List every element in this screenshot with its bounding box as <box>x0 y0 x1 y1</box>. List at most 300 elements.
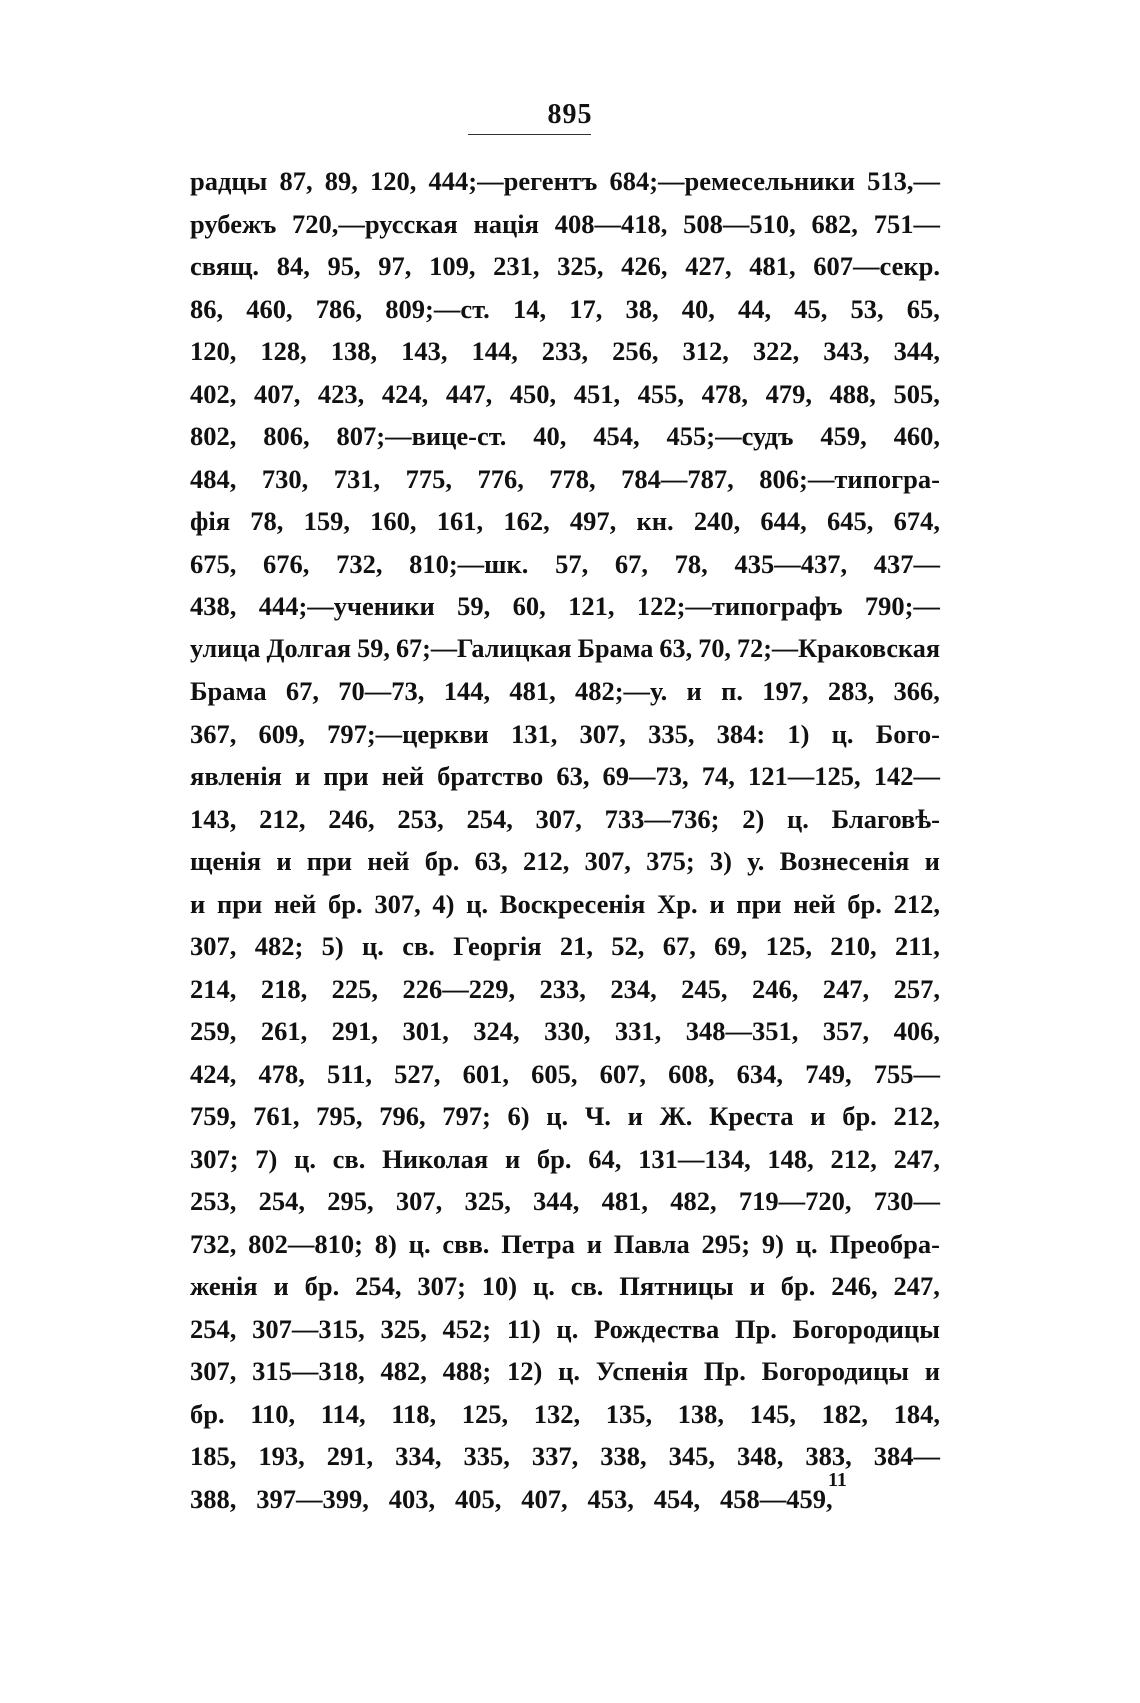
word: 334, <box>395 1441 442 1471</box>
word: 481, <box>601 1186 649 1216</box>
word: Благовѣ- <box>831 803 940 834</box>
word: 795, <box>316 1101 363 1131</box>
word: 128, <box>260 336 307 366</box>
word: 87, <box>279 166 313 196</box>
word: 245, <box>681 973 728 1004</box>
word: бр. <box>424 846 460 876</box>
word: явленія <box>190 761 282 791</box>
text-line <box>190 203 940 246</box>
word: 17, <box>569 293 603 324</box>
word: 52, <box>611 931 645 961</box>
word: 63, <box>659 633 693 663</box>
text-line <box>190 925 940 968</box>
word: 776, <box>477 463 524 494</box>
word: Хр. <box>657 888 698 919</box>
word: 63, <box>474 846 508 876</box>
word: 197, <box>762 676 809 706</box>
word: 403, <box>388 1483 455 1514</box>
word: 684;—ремесельники <box>609 166 855 196</box>
word: 344, <box>533 1186 580 1216</box>
word: 397—399, <box>256 1483 389 1514</box>
word: 246, <box>751 973 799 1004</box>
word: 69, <box>714 931 748 961</box>
word: 460, <box>893 421 940 451</box>
word: 11) <box>506 1313 541 1344</box>
word: 806;—типогра- <box>759 463 940 494</box>
word: 375; <box>646 846 695 876</box>
word: и <box>586 1228 602 1259</box>
word: 161, <box>436 506 484 536</box>
word: ц. <box>831 718 854 749</box>
word: Ч. <box>584 1101 611 1131</box>
word: 78, <box>674 548 708 579</box>
word: 751— <box>873 208 940 239</box>
text-line <box>190 373 940 416</box>
word: 110, <box>250 1398 296 1429</box>
word: 226—229, <box>402 973 516 1004</box>
word: свв. <box>442 1228 490 1259</box>
word: 424, <box>190 1058 237 1089</box>
word: 478, <box>258 1058 305 1089</box>
word: ней <box>381 761 425 791</box>
word: 65, <box>906 293 940 324</box>
word: 301, <box>402 1016 449 1046</box>
word: 325, <box>464 1186 511 1216</box>
word: 460, <box>246 293 293 324</box>
word: 132, <box>533 1398 581 1429</box>
word: 259, <box>190 1016 237 1046</box>
word: 247, <box>822 973 870 1004</box>
word: 807;—вице-ст. <box>336 421 507 451</box>
word: 233, <box>541 336 589 366</box>
word: 367, <box>190 718 237 749</box>
word: 246, <box>831 1271 878 1301</box>
text-line <box>190 755 940 798</box>
word: 211, <box>894 931 940 961</box>
word: Пр. <box>734 1313 777 1344</box>
text-line <box>190 628 940 671</box>
word: 307, <box>535 803 582 834</box>
word: 53, <box>850 293 884 324</box>
word: 749, <box>805 1058 852 1089</box>
word: 40, <box>533 421 567 451</box>
word: Богородицы <box>761 1356 909 1386</box>
word: 254, <box>258 1186 305 1216</box>
word: 7) <box>255 1143 278 1174</box>
text-line <box>190 160 940 203</box>
word: 447, <box>445 378 493 409</box>
word: 185, <box>190 1441 237 1471</box>
text-line <box>190 713 940 756</box>
word: 67, <box>285 676 320 706</box>
word: ц. <box>408 1228 431 1259</box>
word: 634, <box>736 1058 784 1089</box>
word: 89, <box>324 166 358 196</box>
word: 231, <box>493 251 540 281</box>
word: 253, <box>397 803 444 834</box>
word: 331, <box>614 1016 662 1046</box>
word: 322, <box>752 336 800 366</box>
word: 160, <box>370 506 417 536</box>
word: 291, <box>331 1016 378 1046</box>
word: 806, <box>263 421 310 451</box>
word: 6) <box>507 1101 530 1131</box>
word: 755— <box>873 1058 940 1089</box>
word: при <box>306 846 353 876</box>
word: 482; <box>254 931 304 961</box>
text-line <box>190 330 940 373</box>
word: ц. <box>466 888 489 919</box>
word: 254, <box>190 1313 237 1344</box>
word: 72;—Краковская <box>737 633 940 663</box>
word: 802—810; <box>248 1228 363 1259</box>
word: 40, <box>681 293 715 324</box>
word: Николая <box>382 1143 489 1174</box>
word: 143, <box>190 803 237 834</box>
word: и <box>190 888 206 919</box>
word: 295; <box>701 1228 751 1259</box>
word: 84, <box>276 251 310 281</box>
word: 312, <box>682 336 729 366</box>
word: 435—437, <box>734 548 848 579</box>
text-line <box>190 1138 940 1181</box>
word: 344, <box>893 336 940 366</box>
word: 138, <box>677 1398 725 1429</box>
word: братство <box>437 761 544 791</box>
word: 761, <box>253 1101 300 1131</box>
text-line <box>190 1308 940 1351</box>
word: 143, <box>401 336 448 366</box>
word: 444;—регентъ <box>428 166 598 196</box>
word: Петра <box>501 1228 575 1259</box>
text-line <box>190 1053 940 1096</box>
word: 122;—типографъ <box>636 591 843 621</box>
word: 458—459, <box>720 1483 833 1514</box>
word: 246, <box>328 803 375 834</box>
word: 109, <box>429 251 476 281</box>
word: 645, <box>827 506 874 536</box>
word: 481, <box>509 676 556 706</box>
word: Брама <box>577 633 654 663</box>
text-line <box>190 1095 940 1138</box>
word: 330, <box>544 1016 591 1046</box>
word: 2) <box>742 803 765 834</box>
word: 778, <box>549 463 596 494</box>
word: 148, <box>767 1143 814 1174</box>
word: 21, <box>559 931 593 961</box>
word: Бого- <box>875 718 940 749</box>
word: Пятницы <box>619 1271 734 1301</box>
word: 210, <box>830 931 877 961</box>
word: 247, <box>893 1271 940 1301</box>
word: 70, <box>698 633 731 663</box>
word: 125, <box>765 931 812 961</box>
word: 786, <box>315 293 363 324</box>
word: 675, <box>190 548 237 579</box>
word: 452; <box>442 1313 492 1344</box>
header-rule <box>468 134 591 135</box>
word: 796, <box>379 1101 426 1131</box>
word: Георгія <box>453 931 542 961</box>
word: 70—73, <box>338 676 425 706</box>
word: 307, <box>190 931 237 961</box>
word: 775, <box>405 463 452 494</box>
word: 732, <box>336 548 383 579</box>
word: 74, <box>701 761 735 791</box>
word: 45, <box>794 293 828 324</box>
word: 453, <box>587 1483 654 1514</box>
word: 732, <box>190 1228 237 1259</box>
word: ц. <box>294 1143 316 1174</box>
word: 797;—церкви <box>327 718 489 749</box>
word: 97, <box>378 251 412 281</box>
word: 438, <box>190 591 237 621</box>
word: 120, <box>370 166 417 196</box>
text-line <box>190 798 940 841</box>
word: 114, <box>320 1398 366 1429</box>
word: 233, <box>539 973 586 1004</box>
word: 144, <box>443 676 491 706</box>
word: 254, <box>355 1271 402 1301</box>
word: 121—125, <box>747 761 861 791</box>
word: 408—418, <box>554 208 668 239</box>
text-line <box>190 1010 940 1053</box>
word: 291, <box>326 1441 374 1471</box>
word: и <box>504 1143 521 1174</box>
word: 478, <box>701 378 748 409</box>
word: 345, <box>668 1441 715 1471</box>
word: 790;— <box>864 591 940 621</box>
text-line <box>190 670 940 713</box>
word: 307—315, <box>252 1313 365 1344</box>
word: 254, <box>466 803 513 834</box>
word: бр. <box>780 1271 816 1301</box>
word: 1) <box>787 718 810 749</box>
word: 450, <box>509 378 557 409</box>
word: 454, <box>653 1483 720 1514</box>
word: ц. <box>556 1313 579 1344</box>
word: 142— <box>873 761 940 791</box>
word: 67, <box>662 931 696 961</box>
word: 407, <box>521 1483 588 1514</box>
word: 261, <box>260 1016 308 1046</box>
word: и <box>276 846 292 876</box>
word: 335, <box>463 1441 510 1471</box>
word: 513,— <box>867 166 940 196</box>
word: 348, <box>737 1441 784 1471</box>
word: 730, <box>261 463 309 494</box>
word: 44, <box>738 293 772 324</box>
index-text-block <box>190 160 940 1520</box>
page-header <box>0 98 1140 132</box>
word: 193, <box>258 1441 305 1471</box>
word: 247, <box>893 1143 940 1174</box>
word: 307, <box>584 846 631 876</box>
word: ней <box>273 888 317 919</box>
word: 4) <box>432 888 455 919</box>
page-number: 895 <box>547 99 593 130</box>
word: 120, <box>190 336 237 366</box>
word: бр. <box>847 888 882 919</box>
word: 802, <box>190 421 237 451</box>
word: 383, <box>805 1441 852 1471</box>
word: 8) <box>374 1228 397 1259</box>
word: 348—351, <box>685 1016 799 1046</box>
word: 609, <box>258 718 305 749</box>
text-line <box>190 1180 940 1223</box>
word: ц. <box>795 1228 818 1259</box>
word: ц. <box>532 1271 555 1301</box>
word: 60, <box>512 591 546 621</box>
word: Пр. <box>703 1356 746 1386</box>
word: 67, <box>614 548 648 579</box>
word: 131—134, <box>638 1143 751 1174</box>
word: 315—318, <box>252 1356 365 1386</box>
text-line <box>190 968 940 1011</box>
word: 214, <box>190 973 237 1004</box>
word: 601, <box>462 1058 509 1089</box>
word: 527, <box>394 1058 441 1089</box>
word: Рождества <box>594 1313 720 1344</box>
word: 135, <box>605 1398 653 1429</box>
word: Павла <box>613 1228 690 1259</box>
word: при <box>216 888 263 919</box>
word: ней <box>367 846 410 876</box>
word: 437— <box>873 548 940 579</box>
word: 479, <box>765 378 812 409</box>
word: 810;—шк. <box>409 548 529 579</box>
word: 644, <box>760 506 807 536</box>
word: ней <box>793 888 836 919</box>
word: ц. <box>361 931 384 961</box>
word: при <box>736 888 782 919</box>
word: 253, <box>190 1186 237 1216</box>
word: Ж. <box>659 1101 693 1131</box>
word: св. <box>570 1271 604 1301</box>
word: Успенія <box>595 1356 689 1386</box>
word: фія <box>190 506 231 536</box>
word: 212, <box>522 846 570 876</box>
word: 212, <box>259 803 306 834</box>
signature-mark: 11 <box>828 1469 847 1491</box>
word: 423, <box>317 378 365 409</box>
word: ц. <box>546 1101 569 1131</box>
word: 608, <box>668 1058 715 1089</box>
word: 138, <box>330 336 378 366</box>
word: 3) <box>709 846 732 876</box>
word: 283, <box>827 676 875 706</box>
word: при <box>323 761 369 791</box>
word: Воскресенія <box>499 888 646 919</box>
word: 307, <box>395 1186 443 1216</box>
word: 121, <box>568 591 615 621</box>
word: 38, <box>625 293 659 324</box>
word: 14, <box>512 293 547 324</box>
word: бр. <box>536 1143 572 1174</box>
word: 459, <box>820 421 867 451</box>
word: 125, <box>461 1398 509 1429</box>
text-line <box>190 585 940 628</box>
word: 182, <box>821 1398 868 1429</box>
word: 64, <box>588 1143 622 1174</box>
word: ц. <box>787 803 809 834</box>
word: кн. <box>636 506 674 536</box>
word: 481, <box>749 251 796 281</box>
word: 444;—ученики <box>258 591 435 621</box>
word: 809;—ст. <box>385 293 490 324</box>
word: радцы <box>190 166 268 196</box>
word: 184, <box>893 1398 940 1429</box>
word: 384: <box>716 718 766 749</box>
word: 424, <box>381 378 429 409</box>
word: 455;—судъ <box>666 421 794 451</box>
text-line <box>190 543 940 586</box>
word: 69—73, <box>602 761 689 791</box>
word: 455, <box>637 378 685 409</box>
text-line <box>190 415 940 458</box>
word: и <box>924 846 940 876</box>
word: 307, <box>190 1356 237 1386</box>
word: 508—510, <box>683 208 796 239</box>
text-line <box>190 245 940 288</box>
word: Богородицы <box>792 1313 940 1344</box>
word: 131, <box>510 718 558 749</box>
word: 759, <box>190 1101 237 1131</box>
word: 256, <box>612 336 659 366</box>
word: 720,—русская <box>292 208 458 239</box>
word: 682, <box>811 208 858 239</box>
word: 384— <box>873 1441 940 1471</box>
word: и <box>709 888 725 919</box>
word: бр. <box>190 1398 225 1429</box>
word: бр. <box>842 1101 877 1131</box>
word: 86, <box>190 293 224 324</box>
word: 405, <box>455 1483 522 1514</box>
word: 357, <box>822 1016 870 1046</box>
word: Брама <box>190 676 267 706</box>
word: 63, <box>556 761 590 791</box>
word: 307, <box>579 718 626 749</box>
word: 406, <box>893 1016 940 1046</box>
word: 388, <box>190 1483 257 1514</box>
word: 674, <box>893 506 940 536</box>
word: 307; <box>190 1143 239 1174</box>
word: Креста <box>709 1101 794 1131</box>
word: п. <box>721 676 743 706</box>
word: свящ. <box>190 251 260 281</box>
word: рубежъ <box>190 208 277 239</box>
text-line <box>190 500 940 543</box>
word: 482;—у. <box>574 676 668 706</box>
text-line <box>190 840 940 883</box>
word: 335, <box>648 718 695 749</box>
word: 784—787, <box>621 463 734 494</box>
word: и <box>686 676 702 706</box>
word: 482, <box>670 1186 717 1216</box>
word: 67;—Галицкая <box>395 633 572 663</box>
word: 162, <box>503 506 550 536</box>
word: 59, <box>357 633 390 663</box>
word: Долгая <box>266 633 352 663</box>
word: 324, <box>473 1016 520 1046</box>
text-line <box>190 288 940 331</box>
word: 730— <box>873 1186 940 1216</box>
word: 338, <box>600 1441 647 1471</box>
word: 325, <box>557 251 604 281</box>
word: 78, <box>250 506 284 536</box>
word: и <box>273 1271 289 1301</box>
word: 95, <box>327 251 361 281</box>
